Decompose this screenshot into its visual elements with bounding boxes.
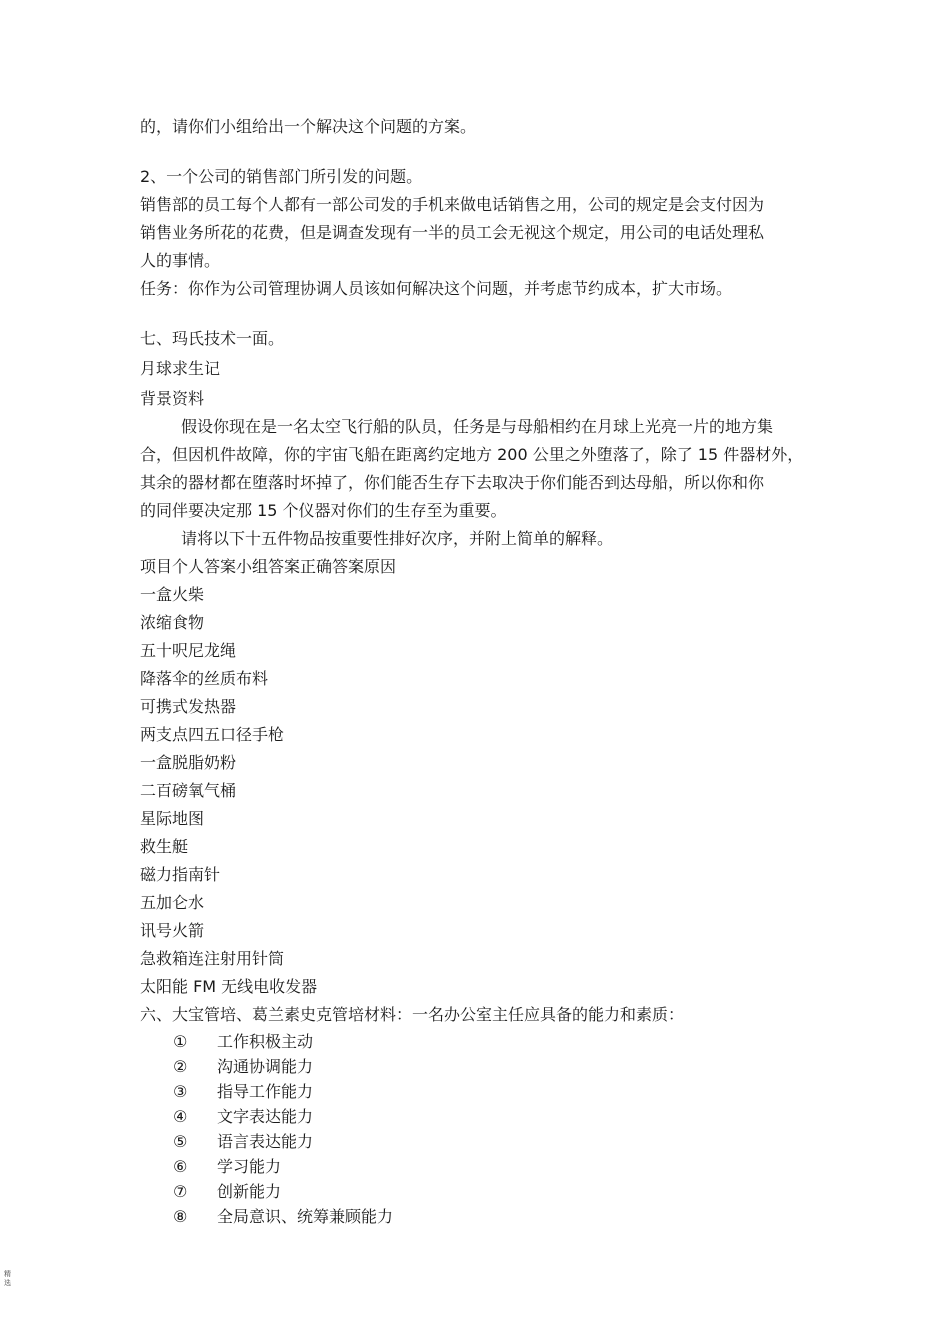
list-item [140, 1129, 840, 1154]
list-marker: ① [173, 1032, 188, 1051]
list-item: 浓缩食物 [140, 613, 205, 632]
instruction-text: 请将以下十五件物品按重要性排好次序，并附上简单的解释。 [181, 529, 614, 548]
list-item [140, 1104, 840, 1129]
background-paragraph-line: 假设你现在是一名太空飞行船的队员，任务是与母船相约在月球上光亮一片的地方集 [181, 417, 774, 436]
paragraph-line: 的，请你们小组给出一个解决这个问题的方案。 [140, 117, 477, 136]
list-item-text: 工作积极主动 [217, 1032, 314, 1051]
table-header: 项目个人答案小组答案正确答案原因 [140, 557, 397, 576]
list-item [140, 1204, 840, 1229]
list-item-text: 学习能力 [217, 1157, 282, 1176]
case2-task: 任务：你作为公司管理协调人员该如何解决这个问题，并考虑节约成本，扩大市场。 [140, 279, 733, 298]
list-item: 星际地图 [140, 809, 205, 828]
document-body [140, 113, 840, 1229]
list-item-text: 文字表达能力 [217, 1107, 314, 1126]
list-item-text: 指导工作能力 [217, 1082, 314, 1101]
list-item [140, 1154, 840, 1179]
case2-heading: 2、一个公司的销售部门所引发的问题。 [140, 167, 423, 186]
list-item [140, 1179, 840, 1204]
list-marker: ③ [173, 1082, 188, 1101]
list-item: 二百磅氧气桶 [140, 781, 237, 800]
list-marker: ⑤ [173, 1132, 188, 1151]
list-item: 可携式发热器 [140, 697, 237, 716]
footer-mark: 精选 [4, 1270, 11, 1287]
list-item-text: 创新能力 [217, 1182, 282, 1201]
list-marker: ⑧ [173, 1207, 188, 1226]
list-item: 太阳能 FM 无线电收发器 [140, 977, 318, 996]
abilities-list [140, 1029, 840, 1229]
list-marker: ⑥ [173, 1157, 188, 1176]
list-item: 五加仑水 [140, 893, 205, 912]
list-item: 救生艇 [140, 837, 189, 856]
list-item-text: 语言表达能力 [217, 1132, 314, 1151]
list-item: 磁力指南针 [140, 865, 221, 884]
item-list [140, 581, 840, 1001]
list-item: 两支点四五口径手枪 [140, 725, 285, 744]
list-item: 五十呎尼龙绳 [140, 641, 237, 660]
background-paragraph-line: 的同伴要决定那 15 个仪器对你们的生存至为重要。 [140, 501, 507, 520]
list-item: 讯号火箭 [140, 921, 205, 940]
section7-heading: 七、玛氏技术一面。 [140, 329, 285, 348]
list-item: 一盒脱脂奶粉 [140, 753, 237, 772]
list-item-text: 全局意识、统筹兼顾能力 [217, 1207, 394, 1226]
case2-paragraph-line: 销售部的员工每个人都有一部公司发的手机来做电话销售之用，公司的规定是会支付因为 [140, 195, 765, 214]
list-marker: ② [173, 1057, 188, 1076]
list-item: 降落伞的丝质布料 [140, 669, 269, 688]
list-item [140, 1054, 840, 1079]
background-label: 背景资料 [140, 389, 205, 408]
list-marker: ⑦ [173, 1182, 188, 1201]
section7-title: 月球求生记 [140, 359, 221, 378]
background-paragraph-line: 合，但因机件故障，你的宇宙飞船在距离约定地方 200 公里之外堕落了，除了 15 件器材外， [140, 445, 804, 464]
case2-paragraph-line: 人的事情。 [140, 251, 221, 270]
section6-heading: 六、大宝管培、葛兰素史克管培材料：一名办公室主任应具备的能力和素质： [140, 1005, 685, 1024]
list-marker: ④ [173, 1107, 188, 1126]
case2-paragraph-line: 销售业务所花的花费，但是调查发现有一半的员工会无视这个规定，用公司的电话处理私 [140, 223, 765, 242]
background-paragraph-line: 其余的器材都在堕落时坏掉了，你们能否生存下去取决于你们能否到达母船，所以你和你 [140, 473, 765, 492]
list-item-text: 沟通协调能力 [217, 1057, 314, 1076]
list-item: 急救箱连注射用针筒 [140, 949, 285, 968]
list-item: 一盒火柴 [140, 585, 205, 604]
list-item [140, 1029, 840, 1054]
list-item [140, 1079, 840, 1104]
